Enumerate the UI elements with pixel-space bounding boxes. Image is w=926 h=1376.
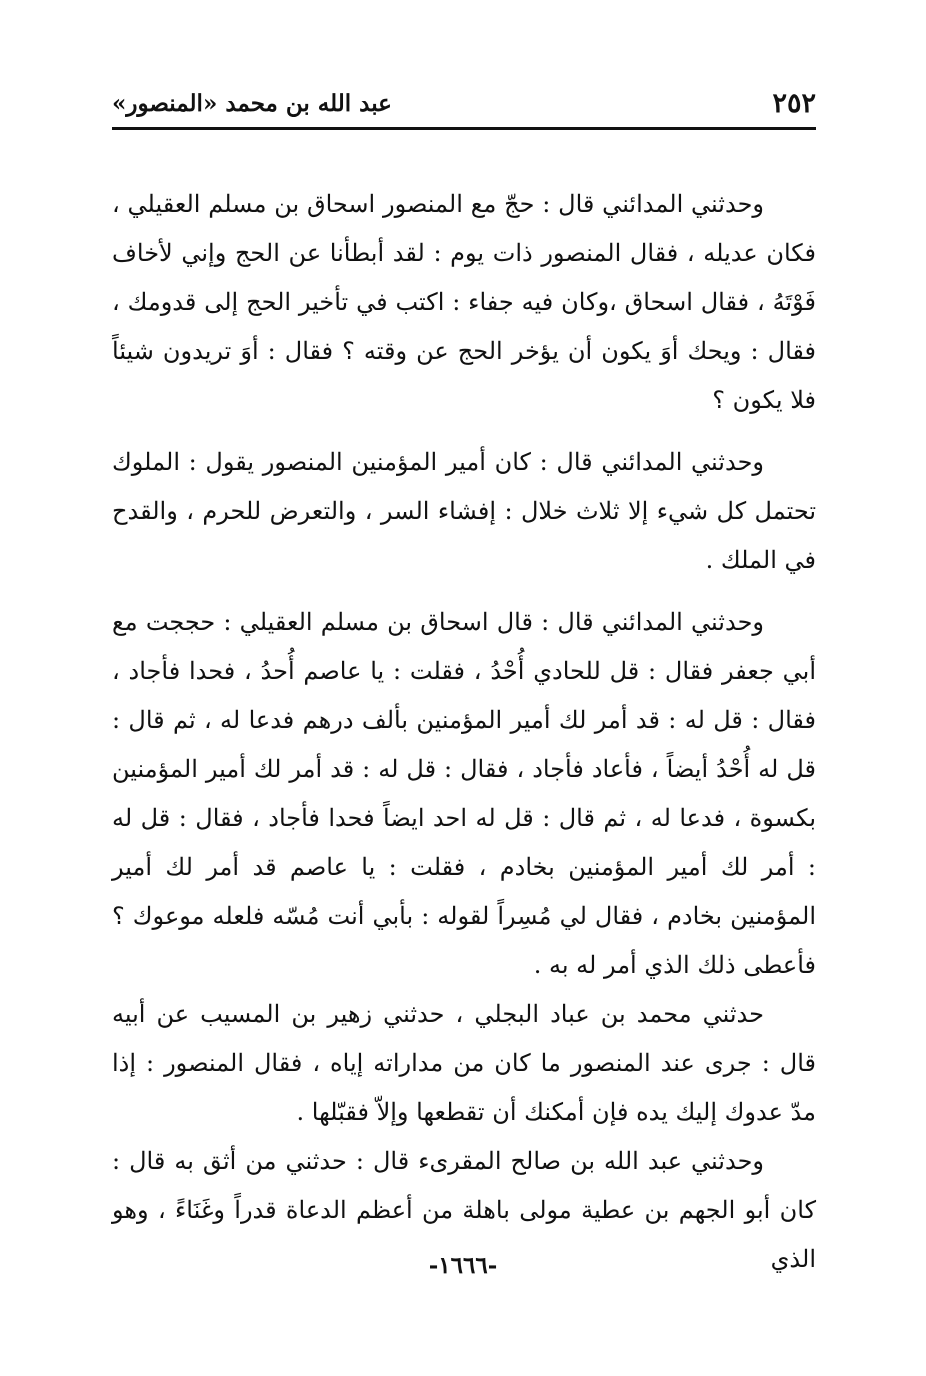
- main-text: [112, 180, 816, 1284]
- paragraph: وحدثني المدائني قال : كان أمير المؤمنين المنصور يقول : الملوك تحتمل كل شيء إلا ثلاث خلال : إفشاء السر ، والتعرض للحرم ، والقدح في الملك .: [112, 448, 816, 574]
- footer-page-number: -١٦٦٦-: [428, 1252, 498, 1279]
- paragraph: حدثني محمد بن عباد البجلي ، حدثني زهير بن المسيب عن أبيه قال : جرى عند المنصور ما كان من مداراته إياه ، فقال المنصور : إذا مدّ عدوك إليك يده فإن أمكنك أن تقطعها وإلاّ فقبّلها .: [112, 1000, 816, 1126]
- paragraph: وحدثني المدائني قال : حجّ مع المنصور اسحاق بن مسلم العقيلي ، فكان عديله ، فقال المنصور ذات يوم : لقد أبطأنا عن الحج وإني لأخاف فَوْتَهُ ، فقال اسحاق ،وكان فيه جفاء : اكتب في تأخير الحج إلى قدومك ، فقال : ويحك أوَ يكون أن يؤخر الحج عن وقته ؟ فقال : أوَ تريدون شيئاً فلا يكون ؟: [112, 190, 816, 414]
- running-title: عبد الله بن محمد «المنصور»: [112, 90, 392, 117]
- header-divider: [112, 127, 816, 130]
- running-header: [112, 84, 816, 124]
- header-page-number: ٢٥٢: [772, 88, 816, 119]
- paragraph: وحدثني المدائني قال : قال اسحاق بن مسلم العقيلي : حججت مع أبي جعفر فقال : قل للحادي أُحْدُ ، فقلت : يا عاصم أُحدُ ، فحدا فأجاد ، فقال : قل له : قد أمر لك أمير المؤمنين بألف درهم فدعا له ، ثم قال : قل له أُحْدُ أيضاً ، فأعاد فأجاد ، فقال : قل له : قد أمر لك أمير المؤمنين بكسوة ، فدعا له ، ثم قال : قل له احد ايضاً فحدا فأجاد ، فقال : قل له : أمر لك أمير المؤمنين بخادم ، فقلت : يا عاصم قد أمر لك أمير المؤمنين بخادم ، فقال لي مُسِراً لقوله : بأبي أنت مُسّه فلعله موعوك ؟ فأعطى ذلك الذي أمر له به .: [112, 608, 817, 979]
- paragraph: وحدثني عبد الله بن صالح المقرىء قال : حدثني من أثق به قال : كان أبو الجهم بن عطية مولى باهلة من أعظم الدعاة قدراً وغَنَاءً ، وهو الذي: [112, 1147, 816, 1273]
